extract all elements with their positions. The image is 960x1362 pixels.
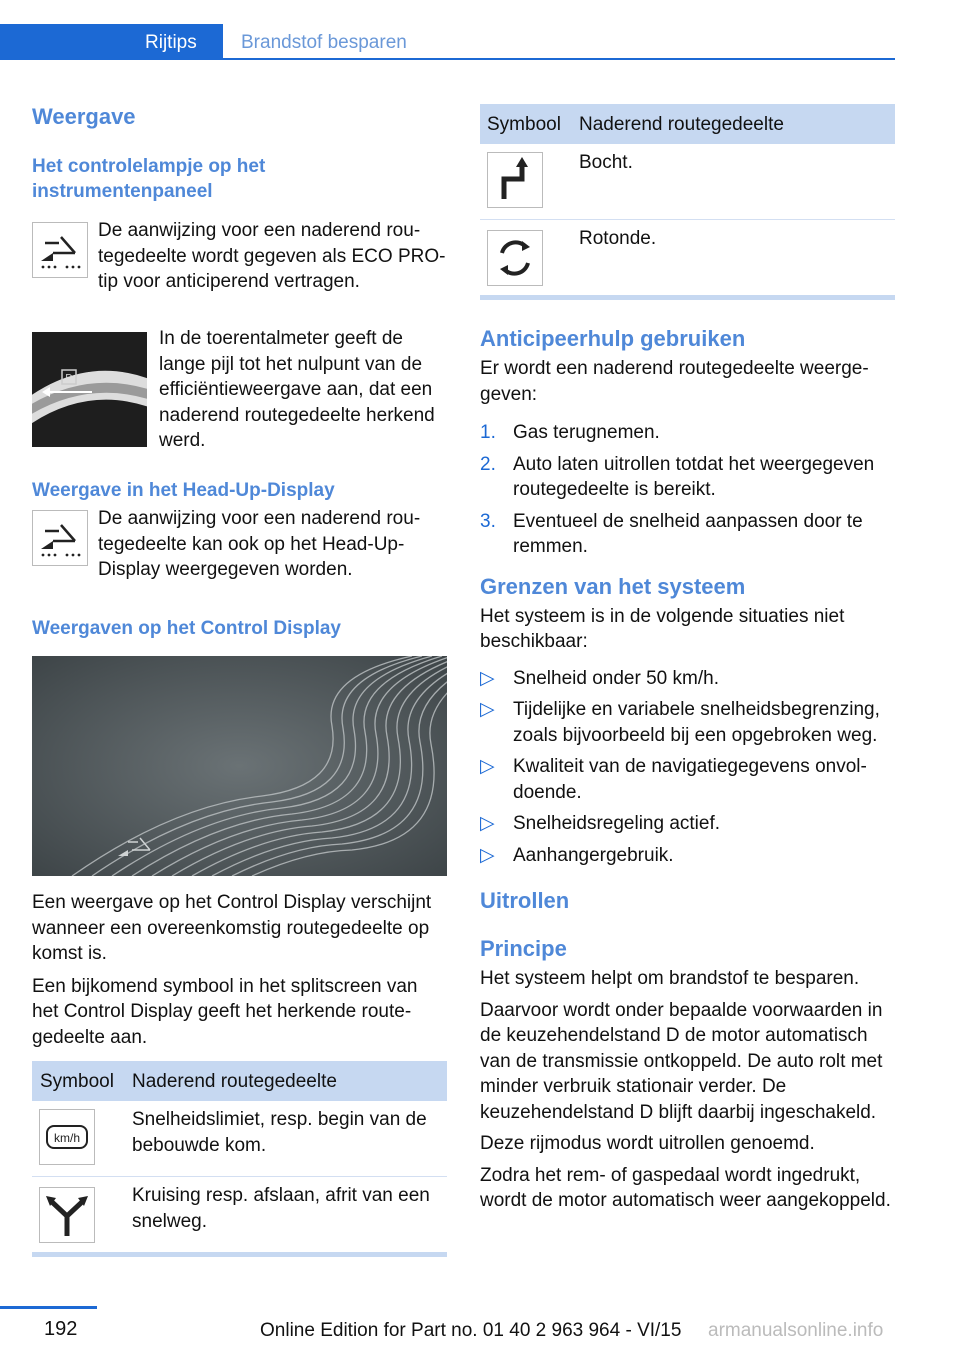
steps-list (480, 420, 895, 560)
gauge-mode-label: ECO PRO (87, 371, 125, 380)
symbol-table-left (32, 1061, 447, 1257)
cd-text-1: Een weergave op het Control Display verschijnt wanneer een overeenkomstig routegedeelte op komst is. (32, 892, 432, 964)
curve-icon (487, 152, 543, 208)
tachometer-image (32, 332, 147, 447)
table-row (480, 220, 895, 295)
gauge-gear-label: D (65, 373, 73, 384)
lamp-block (32, 218, 447, 328)
heading-weergave: Weergave (32, 104, 136, 129)
speed-limit-icon-text: km/h (53, 1131, 81, 1145)
table-header-route: Naderend routegedeelte (132, 1071, 337, 1092)
list-item: ▷ Tijdelijke en variabele snelheidsbegrenzing, zoals bijvoorbeeld bij een opgebroken weg. (480, 699, 880, 746)
gauge-block (32, 328, 447, 460)
control-display-image (32, 656, 447, 876)
principle-text-1: Het systeem helpt om brandstof te besparen. (480, 968, 860, 989)
edition-text: Online Edition for Part no. 01 40 2 963 964 - VI/15 (260, 1320, 682, 1341)
header-rule (223, 58, 895, 60)
limits-text: Het systeem is in de volgende situaties niet beschikbaar: (480, 605, 845, 652)
table-row (480, 144, 895, 220)
footer-rule (0, 1306, 97, 1309)
use-text: Er wordt een naderend routegedeelte weergegeven: (480, 358, 869, 405)
table-header-symbol: Symbool (487, 114, 561, 135)
page-number: 192 (44, 1318, 78, 1340)
table-row (32, 1101, 447, 1177)
table-header-symbol: Symbool (40, 1071, 114, 1092)
left-column (32, 104, 447, 1257)
speed-limit-icon (39, 1109, 95, 1165)
principle-text-4: Zodra het rem- of gaspedaal wordt ingedrukt, wordt de motor automatisch weer aangekoppeld. (480, 1164, 891, 1211)
list-item: 2. Auto laten uitrollen totdat het weergegeven routegedeelte is bereikt. (480, 453, 875, 500)
eco-pro-hint-icon (32, 222, 88, 278)
header-section: Rijtips (145, 32, 197, 53)
heading-controlelampje: Het controlelampje op het instrumentenpaneel (32, 156, 266, 202)
list-item: 1. Gas terugnemen. (480, 422, 660, 443)
table-end-bar (480, 295, 895, 300)
table-header (480, 104, 895, 144)
symbol-table-right (480, 104, 895, 300)
gauge-text: In de toerentalmeter geeft de lange pijl tot het nulpunt van de efficiëntieweergave aan, dat een naderend routegedeelte herkend werd. (159, 328, 435, 451)
right-column (480, 104, 895, 1214)
junction-icon (39, 1187, 95, 1243)
heading-grenzen: Grenzen van het systeem (480, 573, 746, 599)
cd-text-2: Een bijkomend symbool in het splitscreen van het Control Display geeft het herkende routegedeelte aan. (32, 975, 418, 1048)
table-cell-text: Rotonde. (579, 228, 657, 249)
principle-text-3: Deze rijmodus wordt uitrollen genoemd. (480, 1133, 815, 1154)
heading-control-display: Weergaven op het Control Display (32, 618, 341, 639)
table-row (32, 1177, 447, 1252)
table-end-bar (32, 1252, 447, 1257)
hud-block (32, 506, 447, 616)
heading-principe: Principe (480, 936, 567, 961)
list-item: ▷ Kwaliteit van de navigatiegegevens onvoldoende. (480, 756, 867, 803)
heading-hud: Weergave in het Head-Up-Display (32, 480, 335, 501)
page-header (0, 24, 895, 62)
table-cell-text: Kruising resp. afslaan, afrit van een snelweg. (132, 1185, 430, 1232)
hud-hint-icon (32, 510, 88, 566)
list-item: ▷ Snelheid onder 50 km/h. (480, 667, 719, 689)
table-header-route: Naderend routegedeelte (579, 114, 784, 135)
hud-text: De aanwijzing voor een naderend routegedeelte kan ook op het Head-Up-Display weergegeven worden. (98, 508, 421, 580)
heading-anticipeerhulp: Anticipeerhulp gebruiken (480, 326, 746, 351)
limits-list (480, 666, 895, 869)
header-subsection: Brandstof besparen (241, 32, 407, 53)
principle-text-2: Daarvoor wordt onder bepaalde voorwaarden in de keuzehendelstand D de motor automatisch van de transmissie ontkoppeld. De auto rolt met minder verbruik stationair verder. De keuzehendelstand D blijft daarbij ingeschakeld. (480, 999, 883, 1123)
table-cell-text: Snelheidslimiet, resp. begin van de bebouwde kom. (132, 1109, 427, 1156)
list-item: ▷ Snelheidsregeling actief. (480, 813, 721, 834)
lamp-text: De aanwijzing voor een naderend routegedeelte wordt gegeven als ECO PRO-tip voor anticiperend vertragen. (98, 220, 446, 292)
watermark: armanualsonline.info (708, 1320, 884, 1341)
table-header (32, 1061, 447, 1101)
list-item: 3. Eventueel de snelheid aanpassen door te remmen. (480, 510, 863, 557)
table-cell-text: Bocht. (579, 152, 633, 173)
heading-uitrollen: Uitrollen (480, 888, 570, 913)
list-item: ▷ Aanhangergebruik. (480, 844, 674, 866)
roundabout-icon (487, 230, 543, 286)
